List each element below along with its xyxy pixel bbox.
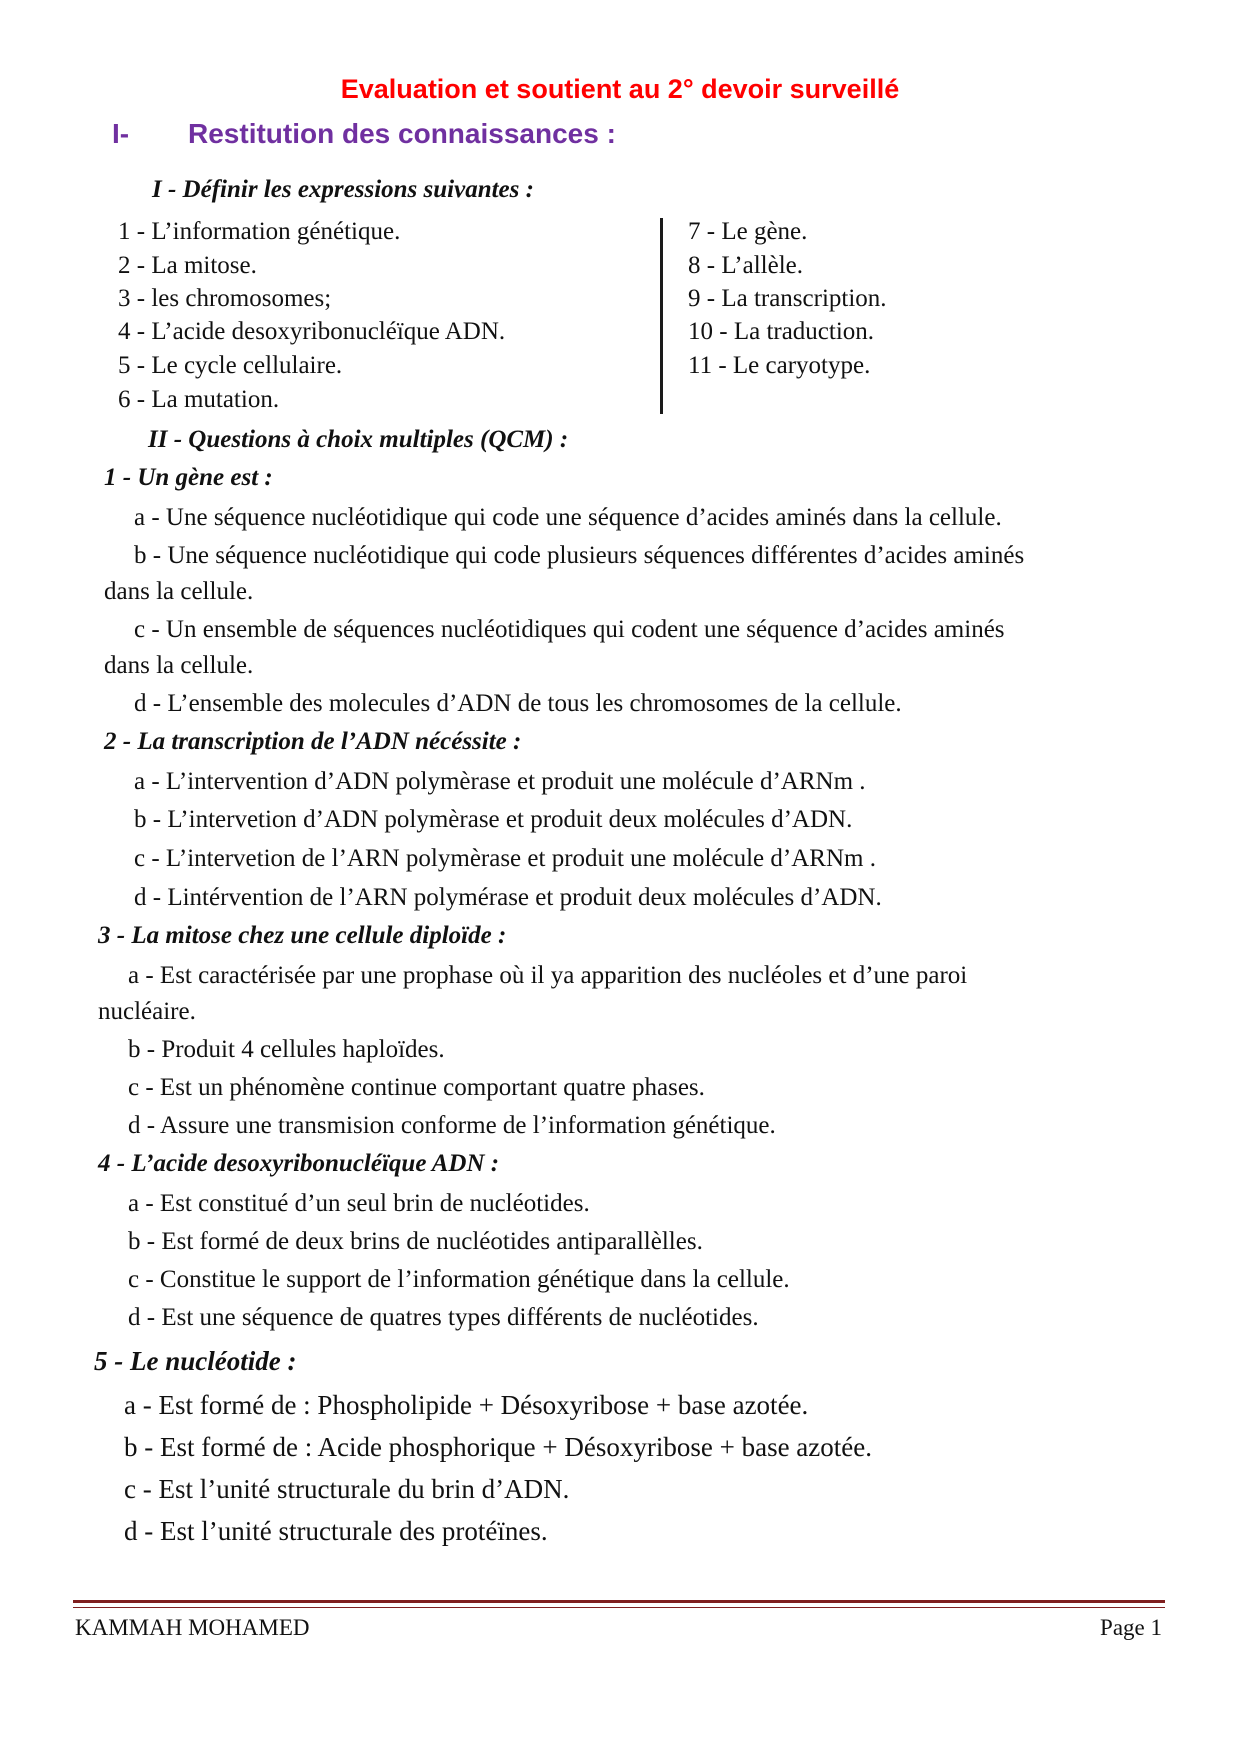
question-5-option-d: d - Est l’unité structurale des protéïnes. bbox=[124, 1516, 548, 1546]
question-2-option-d: d - Lintérvention de l’ARN polymérase et produit deux molécules d’ADN. bbox=[134, 884, 882, 911]
definition-item-6: 6 - La mutation. bbox=[118, 386, 280, 413]
question-2-option-b: b - L’intervetion d’ADN polymèrase et produit deux molécules d’ADN. bbox=[134, 806, 853, 833]
question-3-option-a-cont: nucléaire. bbox=[98, 998, 196, 1025]
section-heading bbox=[112, 118, 616, 150]
question-5-option-a: a - Est formé de : Phospholipide + Désoxyribose + base azotée. bbox=[124, 1390, 809, 1420]
question-5-title: 5 - Le nucléotide : bbox=[94, 1346, 297, 1376]
footer-rule-thin bbox=[73, 1607, 1165, 1608]
question-3-option-b: b - Produit 4 cellules haploïdes. bbox=[128, 1036, 445, 1063]
question-3-title: 3 - La mitose chez une cellule diploïde : bbox=[98, 922, 507, 949]
question-1-option-c: c - Un ensemble de séquences nucléotidiques qui codent une séquence d’acides aminés bbox=[134, 616, 1005, 643]
question-4-option-c: c - Constitue le support de l’information génétique dans la cellule. bbox=[128, 1266, 790, 1293]
question-3-option-d: d - Assure une transmision conforme de l’information génétique. bbox=[128, 1112, 776, 1139]
part2-heading: II - Questions à choix multiples (QCM) : bbox=[148, 426, 569, 453]
question-4-title: 4 - L’acide desoxyribonucléïque ADN : bbox=[98, 1150, 500, 1177]
definition-item-3: 3 - les chromosomes; bbox=[118, 285, 332, 312]
section-title: Restitution des connaissances : bbox=[188, 118, 616, 149]
question-1-option-b: b - Une séquence nucléotidique qui code plusieurs séquences différentes d’acides aminés bbox=[134, 542, 1025, 569]
definition-item-1: 1 - L’information génétique. bbox=[118, 218, 401, 245]
question-2-title: 2 - La transcription de l’ADN nécéssite : bbox=[104, 728, 522, 755]
footer-page-number: Page 1 bbox=[1100, 1615, 1162, 1640]
footer-rule bbox=[73, 1600, 1165, 1603]
question-3-option-c: c - Est un phénomène continue comportant quatre phases. bbox=[128, 1074, 705, 1101]
question-4-option-d: d - Est une séquence de quatres types différents de nucléotides. bbox=[128, 1304, 759, 1331]
question-1-option-a: a - Une séquence nucléotidique qui code une séquence d’acides aminés dans la cellule. bbox=[134, 504, 1002, 531]
question-2-option-c: c - L’intervetion de l’ARN polymèrase et produit une molécule d’ARNm . bbox=[134, 845, 876, 872]
question-1-option-b-cont: dans la cellule. bbox=[104, 578, 254, 605]
question-3-option-a: a - Est caractérisée par une prophase où il ya apparition des nucléoles et d’une paroi bbox=[128, 962, 968, 989]
definition-item-4: 4 - L’acide desoxyribonucléïque ADN. bbox=[118, 318, 506, 345]
question-5-option-b: b - Est formé de : Acide phosphorique + Désoxyribose + base azotée. bbox=[124, 1432, 872, 1462]
definition-item-10: 10 - La traduction. bbox=[688, 318, 875, 345]
question-1-title: 1 - Un gène est : bbox=[104, 464, 273, 491]
definition-item-8: 8 - L’allèle. bbox=[688, 252, 804, 279]
definition-item-7: 7 - Le gène. bbox=[688, 218, 808, 245]
document-title: Evaluation et soutient au 2° devoir surveillé bbox=[340, 74, 900, 104]
question-5-option-c: c - Est l’unité structurale du brin d’ADN. bbox=[124, 1474, 570, 1504]
part1-heading: I - Définir les expressions suivantes : bbox=[152, 176, 534, 203]
column-divider bbox=[660, 218, 663, 414]
definition-item-5: 5 - Le cycle cellulaire. bbox=[118, 352, 343, 379]
question-4-option-b: b - Est formé de deux brins de nucléotides antiparallèlles. bbox=[128, 1228, 703, 1255]
definition-item-9: 9 - La transcription. bbox=[688, 285, 887, 312]
footer-author: KAMMAH MOHAMED bbox=[75, 1615, 310, 1640]
question-2-option-a: a - L’intervention d’ADN polymèrase et produit une molécule d’ARNm . bbox=[134, 768, 866, 795]
question-1-option-d: d - L’ensemble des molecules d’ADN de tous les chromosomes de la cellule. bbox=[134, 690, 902, 717]
section-number: I- bbox=[112, 118, 130, 149]
question-1-option-c-cont: dans la cellule. bbox=[104, 652, 254, 679]
definition-item-2: 2 - La mitose. bbox=[118, 252, 257, 279]
definition-item-11: 11 - Le caryotype. bbox=[688, 352, 871, 379]
question-4-option-a: a - Est constitué d’un seul brin de nucléotides. bbox=[128, 1190, 590, 1217]
